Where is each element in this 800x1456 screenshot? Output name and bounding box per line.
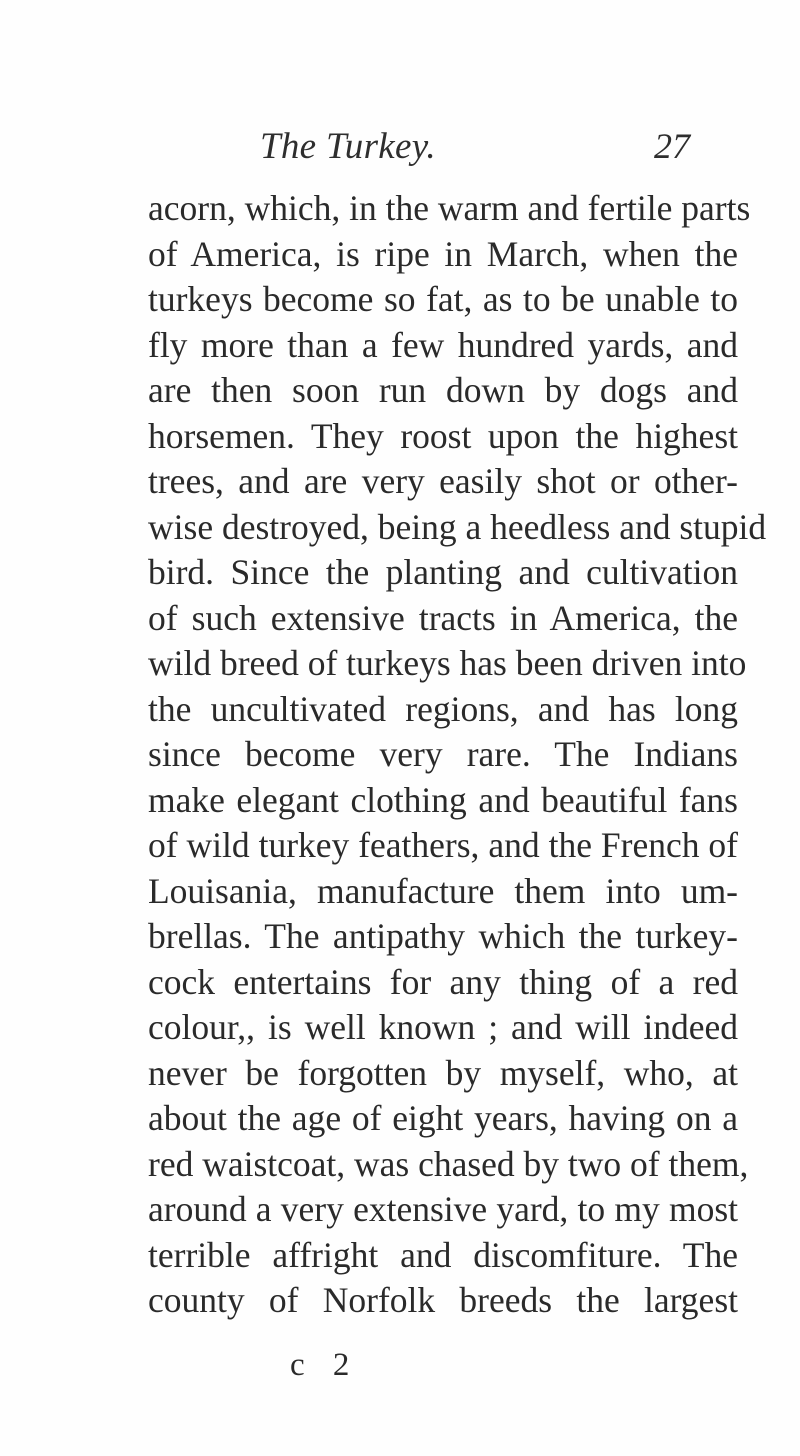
text-line: cock entertains for any thing of a red	[148, 961, 738, 1002]
text-line: about the age of eight years, having on a	[148, 1098, 738, 1138]
text-line: red waistcoat, was chased by two of them,	[148, 1143, 749, 1184]
text-line: horsemen. They roost upon the highest	[148, 415, 738, 456]
text-line: colour,, is well known ; and will indeed	[148, 1007, 738, 1047]
signature-mark: c 2	[290, 1347, 360, 1383]
text-line: trees, and are very easily shot or other-	[148, 461, 738, 501]
text-line: never be forgotten by myself, who, at	[148, 1052, 738, 1093]
text-line: the uncultivated regions, and has long	[148, 688, 738, 729]
text-line: are then soon run down by dogs and	[148, 370, 738, 410]
text-line: around a very extensive yard, to my most	[148, 1189, 738, 1229]
page-number: 27	[654, 126, 690, 166]
text-line: fly more than a few hundred yards, and	[148, 324, 738, 365]
text-line: make elegant clothing and beautiful fans	[148, 779, 738, 820]
text-line: bird. Since the planting and cultivation	[148, 552, 738, 592]
text-line: wise destroyed, being a heedless and stupid	[148, 506, 767, 547]
text-line: terrible affright and discomfiture. The	[148, 1234, 738, 1275]
running-title: The Turkey.	[260, 126, 436, 167]
text-line: since become very rare. The Indians	[148, 734, 738, 774]
text-line: turkeys become so fat, as to be unable to	[148, 279, 738, 319]
text-line: brellas. The antipathy which the turkey-	[148, 916, 738, 956]
running-head	[230, 125, 690, 175]
text-line: wild breed of turkeys has been driven into	[148, 643, 747, 683]
text-line: county of Norfolk breeds the largest	[148, 1280, 738, 1320]
text-line: of wild turkey feathers, and the French of	[148, 825, 738, 865]
text-line: of such extensive tracts in America, the	[148, 597, 738, 638]
text-line: Louisania, manufacture them into um-	[148, 870, 738, 911]
text-line: acorn, which, in the warm and fertile parts	[148, 188, 751, 228]
text-line: of America, is ripe in March, when the	[148, 233, 738, 274]
